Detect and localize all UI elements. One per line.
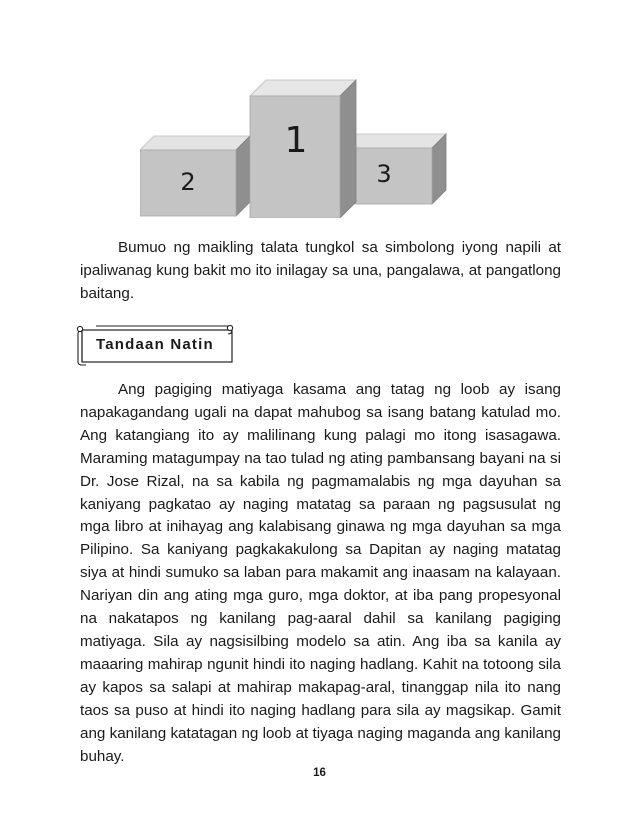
podium-first-place	[250, 80, 356, 218]
podium-second-label: 2	[180, 168, 196, 196]
body-paragraph: Ang pagiging matiyaga kasama ang tatag ng loob ay isang napakagandang ugali na dapat mahubog sa isang batang katulad mo. Ang katangiang ito ay malilinang kung palagi mo itong isasagawa. Maraming matagumpay na tao tulad ng ating pambansang bayani na si Dr. Jose Rizal, na sa kabila ng pagmamalabis ng mga dayuhan sa kaniyang pagkatao ay naging matatag sa paraan ng pagsusulat ng mga libro at inihayag ang kalabisang ginawa ng mga dayuhan sa mga Pilipino. Sa kaniyang pagkakakulong sa Dapitan ay naging matatag siya at hindi sumuko sa laban para makamit ang inaasam na kalayaan. Nariyan din ang ating mga guro, mga doktor, at iba pang propesyonal na nakatapos ng kanilang pag-aaral dahil sa kanilang pagiging matiyaga. Sila ay nagsisilbing modelo sa atin. Ang iba sa kanila ay maaaring mahirap ngunit hindi ito naging hadlang. Kahit na totoong sila ay kapos sa salapi at mahirap makapag-aral, tinanggap nila ito nang taos sa puso at hindi ito naging hadlang para sila ay magsikap. Gamit ang kanilang katatagan ng loob at tiyaga naging maganda ang kanilang buhay.	[80, 381, 561, 765]
podium-third-label: 3	[376, 160, 392, 188]
podium-second-place	[140, 136, 250, 216]
podium-first-label: 1	[284, 120, 308, 161]
instruction-paragraph: Bumuo ng maikling talata tungkol sa simbolong iyong napili at ipaliwanag kung bakit mo ito inilagay sa una, pangalawa, at pangatlong baitang.	[80, 239, 561, 302]
instruction-block	[80, 236, 561, 305]
page-number: 16	[313, 767, 326, 779]
section-title: Tandaan Natin	[96, 336, 214, 353]
body-block	[80, 379, 561, 768]
podium-illustration	[140, 78, 450, 218]
